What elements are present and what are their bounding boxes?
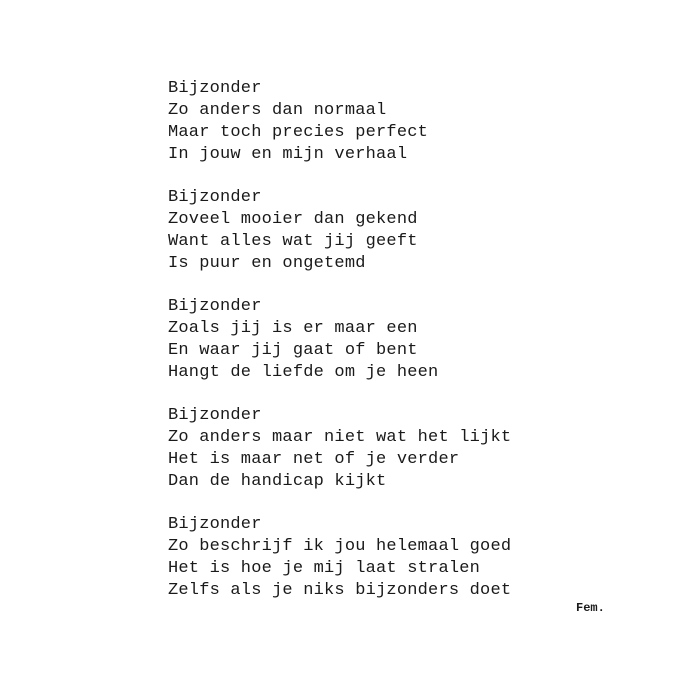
stanza-3-line-1: Bijzonder <box>168 297 262 316</box>
stanza-5-line-1: Bijzonder <box>168 515 262 534</box>
stanza-3-line-2: Zoals jij is er maar een <box>168 319 418 338</box>
stanza-2-line-1: Bijzonder <box>168 188 262 207</box>
stanza-5-line-2: Zo beschrijf ik jou helemaal goed <box>168 537 512 556</box>
stanza-1-line-2: Zo anders dan normaal <box>168 101 387 120</box>
stanza-4-line-1: Bijzonder <box>168 406 262 425</box>
stanza-1 <box>168 78 511 166</box>
stanza-1-line-4: In jouw en mijn verhaal <box>168 145 408 164</box>
stanza-3-line-4: Hangt de liefde om je heen <box>168 363 439 382</box>
stanza-3-line-3: En waar jij gaat of bent <box>168 341 418 360</box>
stanza-2-line-2: Zoveel mooier dan gekend <box>168 210 418 229</box>
stanza-3 <box>168 296 511 384</box>
stanza-5 <box>168 514 511 602</box>
author-signature: Fem. <box>576 601 605 615</box>
poem <box>168 78 511 602</box>
stanza-2 <box>168 187 511 275</box>
stanza-2-line-3: Want alles wat jij geeft <box>168 232 418 251</box>
stanza-5-line-3: Het is hoe je mij laat stralen <box>168 559 481 578</box>
stanza-2-line-4: Is puur en ongetemd <box>168 254 366 273</box>
stanza-1-line-3: Maar toch precies perfect <box>168 123 429 142</box>
stanza-4-line-4: Dan de handicap kijkt <box>168 472 387 491</box>
stanza-4-line-3: Het is maar net of je verder <box>168 450 460 469</box>
stanza-4 <box>168 405 511 493</box>
stanza-1-line-1: Bijzonder <box>168 79 262 98</box>
stanza-4-line-2: Zo anders maar niet wat het lijkt <box>168 428 512 447</box>
stanza-5-line-4: Zelfs als je niks bijzonders doet <box>168 581 512 600</box>
